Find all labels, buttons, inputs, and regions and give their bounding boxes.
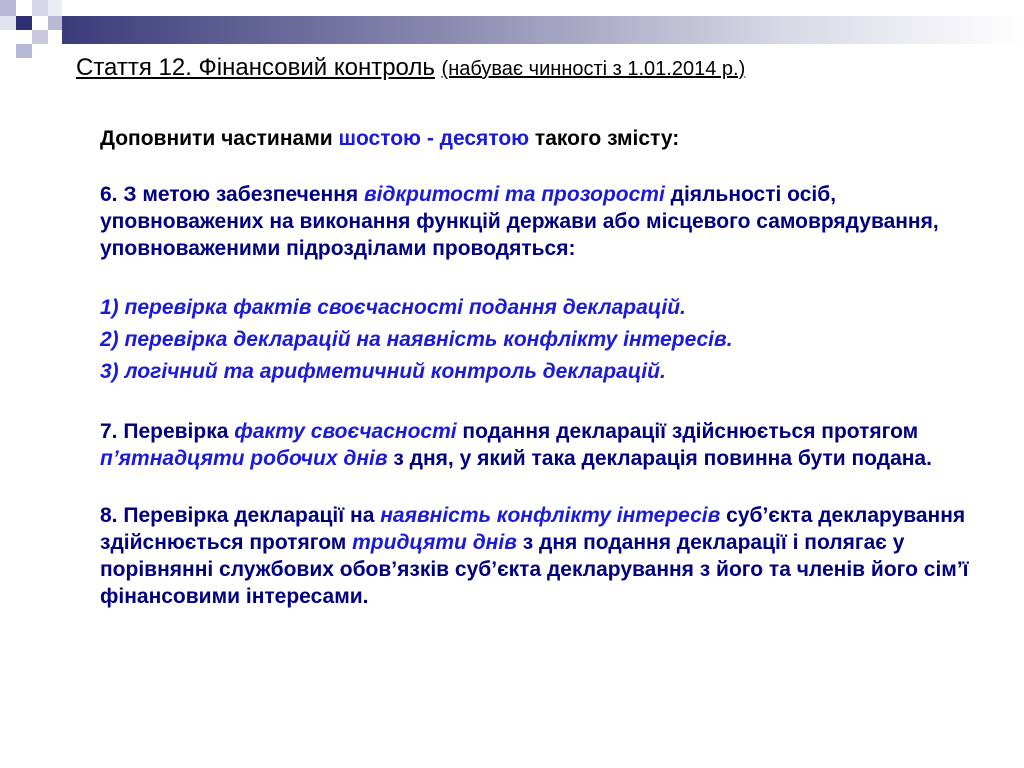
p6-emphasis: відкритості та прозорості: [363, 183, 665, 206]
p8-text: 8. Перевірка декларації на: [100, 504, 381, 527]
p8-emphasis: тридцяти днів: [352, 531, 517, 554]
paragraph-8: [100, 502, 980, 610]
decor-square: [32, 30, 48, 44]
p8-emphasis: наявність конфлікту інтересів: [380, 504, 721, 527]
intro-line: [100, 125, 980, 153]
slide-content: [100, 125, 980, 640]
p7-text: подання декларації здійснюється протягом: [456, 420, 919, 443]
decor-square: [16, 0, 32, 16]
list-item: 1) перевірка фактів своєчасності подання декларацій.: [100, 296, 686, 319]
p7-text: 7. Перевірка: [100, 420, 235, 443]
decor-square: [0, 16, 16, 30]
decor-square: [48, 16, 62, 30]
decor-square: [16, 44, 32, 58]
paragraph-6: [100, 181, 980, 262]
intro-highlight: шостою - десятою: [338, 127, 530, 150]
check-list: [100, 292, 980, 388]
list-item: 2) перевірка декларацій на наявність конфлікту інтересів.: [100, 328, 733, 351]
p6-text-end: діяльності осіб, уповноважених на виконання функцій держави або місцевого самоврядування, уповноваженими підрозділами проводяться:: [100, 183, 939, 260]
decor-square: [0, 0, 16, 16]
title-main: Стаття 12. Фінансовий контроль: [76, 54, 435, 81]
p6-text: 6. З метою забезпечення: [100, 183, 364, 206]
p8-text-end: з дня подання декларації і полягає у порівнянні службових обов’язків суб’єкта декларування з його та членів його сім’ї фінансовими інтересами.: [100, 531, 969, 608]
p7-emphasis: п’ятнадцяти робочих днів: [100, 447, 388, 470]
list-item: 3) логічний та арифметичний контроль декларацій.: [100, 360, 666, 383]
decor-square: [32, 0, 48, 16]
decor-square: [48, 0, 62, 16]
decor-square: [16, 16, 32, 30]
paragraph-7: [100, 418, 980, 472]
header-gradient-bar: [62, 16, 1024, 44]
decor-square: [0, 30, 16, 44]
page-title: [76, 54, 1006, 82]
intro-text: Доповнити частинами: [100, 127, 339, 150]
title-subtitle: (набуває чинності з 1.01.2014 р.): [441, 58, 746, 80]
decor-square: [32, 16, 48, 30]
p7-text-end: з дня, у який така декларація повинна бути подана.: [387, 447, 932, 470]
p7-emphasis: факту своєчасності: [234, 420, 457, 443]
intro-text-end: такого змісту:: [529, 127, 680, 150]
p8-text: суб’єкта декларування здійснюється протягом: [100, 504, 966, 554]
